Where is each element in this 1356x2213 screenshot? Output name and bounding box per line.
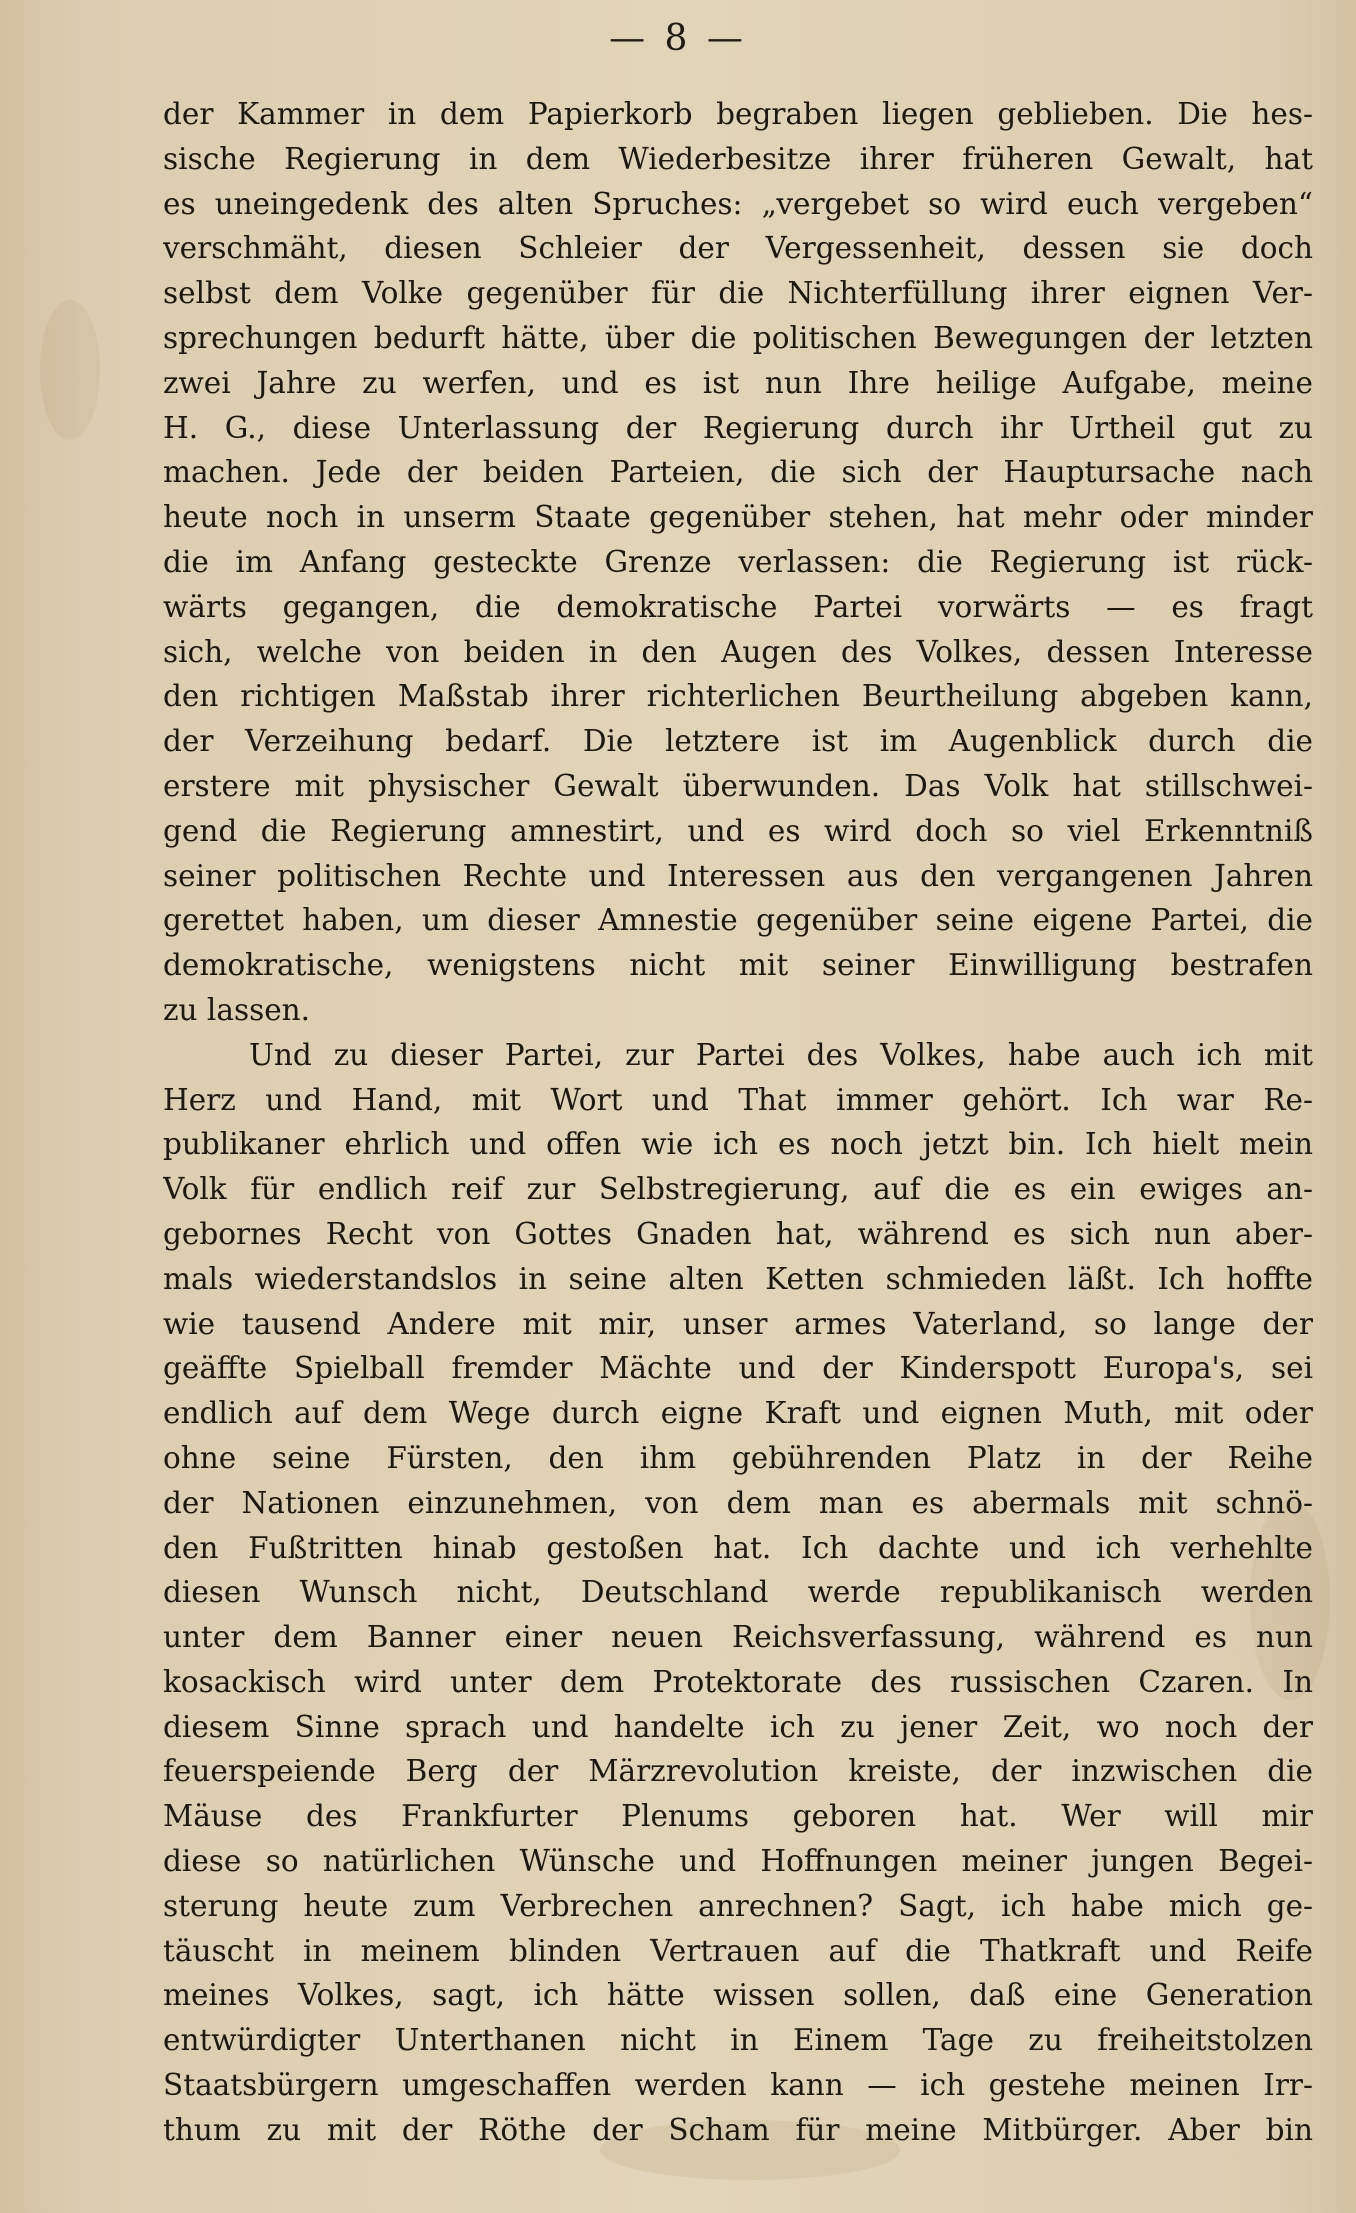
text-line: demokratische, wenigstens nicht mit seiner Einwilligung bestrafen	[163, 948, 1313, 983]
text-line: Und zu dieser Partei, zur Partei des Volkes, habe auch ich mit	[249, 1037, 1313, 1072]
text-line: sprechungen bedurft hätte, über die politischen Bewegungen der letzten	[163, 320, 1313, 355]
text-line: gerettet haben, um dieser Amnestie gegenüber seine eigene Partei, die	[163, 903, 1313, 938]
text-line: thum zu mit der Röthe der Scham für meine Mitbürger. Aber bin	[163, 2112, 1313, 2147]
text-line: diesen Wunsch nicht, Deutschland werde republikanisch werden	[163, 1575, 1313, 1610]
text-line: diesem Sinne sprach und handelte ich zu jener Zeit, wo noch der	[163, 1709, 1313, 1744]
text-line: endlich auf dem Wege durch eigne Kraft und eignen Muth, mit oder	[163, 1396, 1313, 1431]
text-line: sich, welche von beiden in den Augen des Volkes, dessen Interesse	[163, 634, 1313, 669]
text-line: sterung heute zum Verbrechen anrechnen? Sagt, ich habe mich ge-	[163, 1888, 1313, 1923]
body-text	[163, 92, 1313, 2153]
text-line: zu lassen.	[163, 992, 311, 1027]
text-line: gend die Regierung amnestirt, und es wird doch so viel Erkenntniß	[163, 813, 1313, 848]
text-line: H. G., diese Unterlassung der Regierung durch ihr Urtheil gut zu	[163, 410, 1313, 445]
text-line: Staatsbürgern umgeschaffen werden kann — ich gestehe meinen Irr-	[163, 2068, 1313, 2103]
paper-stain	[40, 300, 100, 440]
text-line: ohne seine Fürsten, den ihm gebührenden Platz in der Reihe	[163, 1440, 1313, 1475]
text-line: der Nationen einzunehmen, von dem man es abermals mit schnö-	[163, 1485, 1313, 1520]
text-line: mals wiederstandslos in seine alten Ketten schmieden läßt. Ich hoffte	[163, 1261, 1313, 1296]
text-line: zwei Jahre zu werfen, und es ist nun Ihre heilige Aufgabe, meine	[163, 365, 1313, 400]
text-line: machen. Jede der beiden Parteien, die sich der Hauptursache nach	[163, 455, 1313, 490]
text-line: meines Volkes, sagt, ich hätte wissen sollen, daß eine Generation	[163, 1978, 1313, 2013]
text-line: heute noch in unserm Staate gegenüber stehen, hat mehr oder minder	[163, 500, 1313, 535]
text-line: erstere mit physischer Gewalt überwunden. Das Volk hat stillschwei-	[163, 768, 1313, 803]
text-line: Herz und Hand, mit Wort und That immer gehört. Ich war Re-	[163, 1082, 1313, 1117]
text-line: entwürdigter Unterthanen nicht in Einem Tage zu freiheitstolzen	[163, 2023, 1313, 2058]
text-line: die im Anfang gesteckte Grenze verlassen: die Regierung ist rück-	[163, 544, 1313, 579]
text-line: den Fußtritten hinab gestoßen hat. Ich dachte und ich verhehlte	[163, 1530, 1313, 1565]
text-line: kosackisch wird unter dem Protektorate des russischen Czaren. In	[163, 1664, 1313, 1699]
text-line: selbst dem Volke gegenüber für die Nichterfüllung ihrer eignen Ver-	[163, 276, 1313, 311]
text-line: seiner politischen Rechte und Interessen aus den vergangenen Jahren	[163, 858, 1313, 893]
text-line: es uneingedenk des alten Spruches: „vergebet so wird euch vergeben“	[163, 186, 1313, 221]
paragraph	[163, 1033, 1313, 2153]
text-line: wärts gegangen, die demokratische Partei vorwärts — es fragt	[163, 589, 1313, 624]
text-line: der Kammer in dem Papierkorb begraben liegen geblieben. Die hes-	[163, 97, 1313, 131]
paragraph	[163, 92, 1313, 1033]
text-line: sische Regierung in dem Wiederbesitze ihrer früheren Gewalt, hat	[163, 141, 1313, 176]
text-line: feuerspeiende Berg der Märzrevolution kreiste, der inzwischen die	[163, 1754, 1313, 1789]
text-line: verschmäht, diesen Schleier der Vergessenheit, dessen sie doch	[163, 231, 1313, 266]
text-line: wie tausend Andere mit mir, unser armes Vaterland, so lange der	[163, 1306, 1313, 1341]
text-line: täuscht in meinem blinden Vertrauen auf die Thatkraft und Reife	[163, 1933, 1313, 1968]
text-line: diese so natürlichen Wünsche und Hoffnungen meiner jungen Begei-	[163, 1844, 1313, 1879]
text-line: Volk für endlich reif zur Selbstregierung, auf die es ein ewiges an-	[163, 1172, 1313, 1207]
text-line: Mäuse des Frankfurter Plenums geboren hat. Wer will mir	[163, 1799, 1313, 1834]
text-line: der Verzeihung bedarf. Die letztere ist im Augenblick durch die	[163, 724, 1313, 759]
text-line: den richtigen Maßstab ihrer richterlichen Beurtheilung abgeben kann,	[163, 679, 1313, 714]
text-line: publikaner ehrlich und offen wie ich es noch jetzt bin. Ich hielt mein	[163, 1127, 1313, 1162]
page-number: — 8 —	[609, 18, 747, 59]
text-line: gebornes Recht von Gottes Gnaden hat, während es sich nun aber-	[163, 1216, 1313, 1251]
text-line: unter dem Banner einer neuen Reichsverfassung, während es nun	[163, 1620, 1313, 1655]
text-line: geäffte Spielball fremder Mächte und der Kinderspott Europa's, sei	[163, 1351, 1313, 1386]
